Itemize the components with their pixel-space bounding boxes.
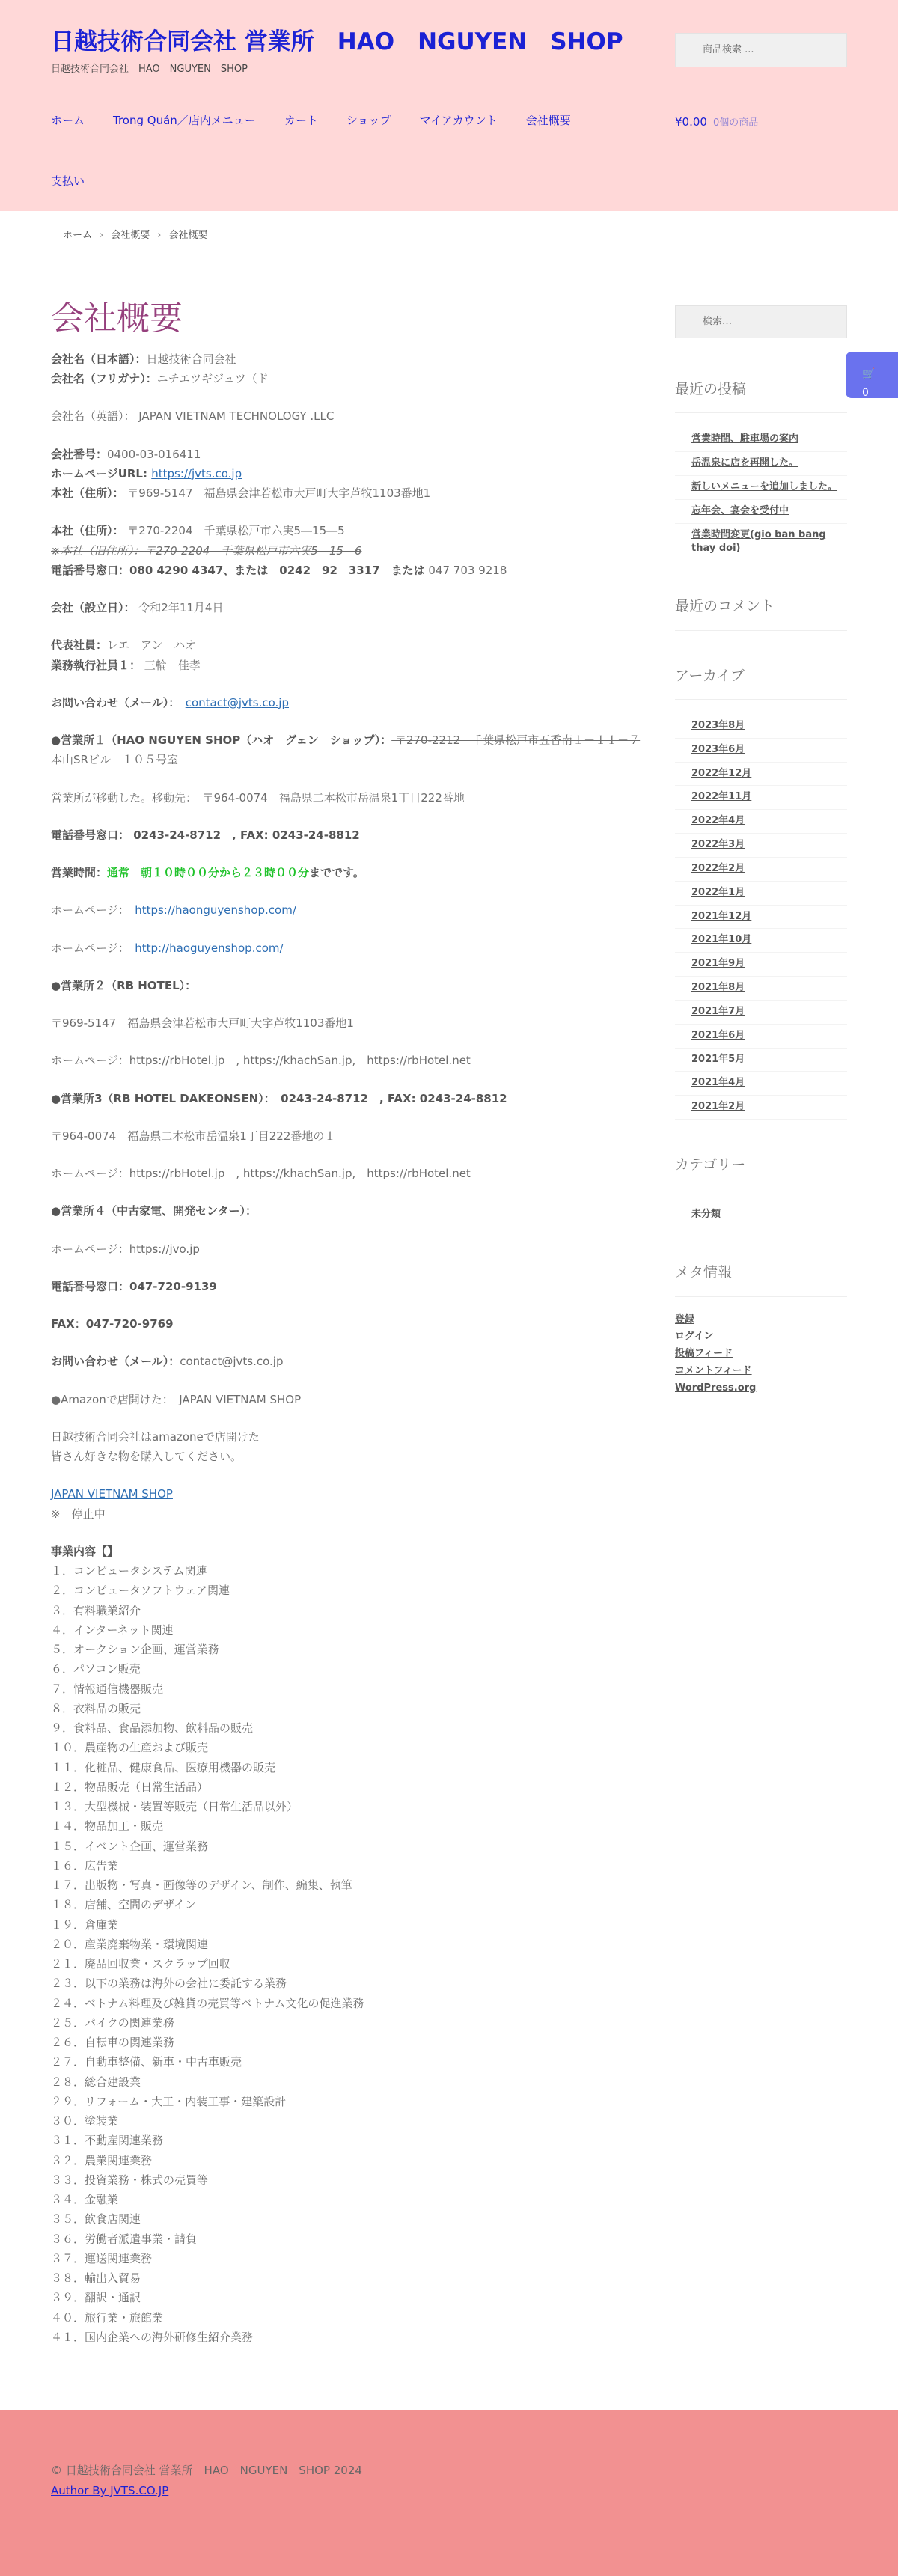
meta-item <box>675 1346 847 1363</box>
company-info: 会社番号：0400-03-016411 ホームページURL: https://jvts.co.jp 本社（住所）： 〒969-5147 福島県会津若松市大戸町大字芦牧1103番地1 <box>51 447 431 501</box>
amazon-shop-link[interactable]: JAPAN VIETNAM SHOP <box>51 1487 173 1501</box>
archive-item <box>675 786 847 810</box>
meta-item <box>675 1328 847 1346</box>
office3-address: 〒964-0074 福島県二本松市岳温泉1丁目222番地の１ <box>51 1129 336 1143</box>
meta-widget <box>675 1260 847 1397</box>
homepage-1: ホームページ： https://haonguyenshop.com/ <box>51 903 296 918</box>
recent-posts-title: 最近の投稿 <box>675 377 847 413</box>
company-name-en: 会社名（英語）： JAPAN VIETNAM TECHNOLOGY .LLC <box>51 409 335 424</box>
floating-cart-button[interactable] <box>846 352 898 398</box>
site-footer <box>0 2410 898 2576</box>
sidebar-search-input[interactable]: 検索… <box>675 305 847 338</box>
business-item: ３４．金融業 <box>51 2193 119 2207</box>
business-item: ５．オークション企画、運営業務 <box>51 1643 219 1657</box>
homepage-2: ホームページ： http://haoguyenshop.com/ <box>51 941 284 955</box>
business-item: ３８．輸出入貿易 <box>51 2271 141 2286</box>
recent-post-item <box>675 428 847 452</box>
business-item: １１．化粧品、健康食品、医療用機器の販売 <box>51 1760 276 1774</box>
cart-icon: 🛒 <box>862 368 876 380</box>
site-title[interactable]: 日越技術合同会社 営業所 HAO NGUYEN SHOP <box>51 28 623 55</box>
office4-homepage: ホームページ：https://jvo.jp <box>51 1242 200 1256</box>
archive-item <box>675 1001 847 1025</box>
archive-item <box>675 1049 847 1072</box>
meta-item-link[interactable]: 登録 <box>675 1313 695 1325</box>
contact: お問い合わせ（メール）： contact@jvts.co.jp <box>51 695 289 709</box>
recent-post-item <box>675 476 847 500</box>
meta-item-link[interactable]: 投稿フィード <box>675 1348 733 1360</box>
office2: ●営業所２（RB HOTEL）： <box>51 978 197 992</box>
archive-item-link[interactable]: 2021年4月 <box>691 1077 745 1089</box>
old-address: 本社（住所）： 〒270-2204 千葉県松戸市六実5―15―5 ※本社（旧住所）：〒270-2204 千葉県松戸市六実5―15―6 電話番号窓口：080 4290 4347、または 0242 92 3317 または 047 703 9218 <box>51 524 507 577</box>
office3: ●営業所3（RB HOTEL DAKEONSEN）： 0243-24-8712 , FAX: 0243-24-8812 <box>51 1091 507 1105</box>
archive-item-link[interactable]: 2022年11月 <box>691 791 752 803</box>
business-item: ２１．廃品回収業・スクラップ回収 <box>51 1957 230 1971</box>
archive-item-link[interactable]: 2022年2月 <box>691 862 745 874</box>
business-item: ９．食料品、食品添加物、飲料品の販売 <box>51 1721 254 1736</box>
archive-item-link[interactable]: 2023年8月 <box>691 719 745 731</box>
business-item: ２９．リフォーム・大工・内装工事・建築設計 <box>51 2094 287 2108</box>
business-item: ３１．不動産関連業務 <box>51 2134 164 2148</box>
business-list <box>51 1542 642 2347</box>
business-item: ７．情報通信機器販売 <box>51 1682 164 1696</box>
archives-title: アーカイブ <box>675 664 847 700</box>
business-item: ２７．自動車整備、新車・中古車販売 <box>51 2055 242 2069</box>
business-item: ４０．旅行業・旅館業 <box>51 2310 164 2325</box>
archive-item <box>675 810 847 834</box>
office2-address: 〒969-5147 福島県会津若松市大戸町大字芦牧1103番地1 <box>51 1016 354 1031</box>
nav-my-account[interactable]: マイアカウント <box>419 114 498 127</box>
nav-payment[interactable]: 支払い <box>51 174 85 188</box>
archive-item <box>675 1072 847 1096</box>
office3-homepage: ホームページ：https://rbHotel.jp , https://khachSan.jp, https://rbHotel.net <box>51 1167 471 1181</box>
archive-item <box>675 1096 847 1120</box>
business-item: １５．イベント企画、運営業務 <box>51 1839 209 1853</box>
breadcrumb-current: 会社概要 <box>168 230 208 241</box>
amazon-desc: 日越技術合同会社はamazoneで店開けた 皆さん好きな物を購入してください。 <box>51 1429 260 1464</box>
business-title: 事業内容【】 <box>51 1544 119 1558</box>
archive-item <box>675 834 847 858</box>
business-item: １９．倉庫業 <box>51 1917 119 1932</box>
meta-item-link[interactable]: ログイン <box>675 1331 714 1343</box>
archives-widget <box>675 664 847 1120</box>
archive-item <box>675 858 847 882</box>
business-item: １７．出版物・写真・画像等のデザイン、制作、編集、執筆 <box>51 1878 352 1893</box>
business-item: ３３．投資業務・株式の売買等 <box>51 2173 209 2187</box>
meta-item-link[interactable]: コメントフィード <box>675 1365 752 1377</box>
business-item: ４．インターネット関連 <box>51 1623 174 1637</box>
archive-item-link[interactable]: 2023年6月 <box>691 743 745 755</box>
cart-total: ¥0.00 <box>675 115 707 129</box>
archive-item-link[interactable]: 2021年5月 <box>691 1053 745 1065</box>
main-content <box>51 299 642 2347</box>
meta-title: メタ情報 <box>675 1260 847 1296</box>
recent-post-item-link[interactable]: 営業時間変更(gio ban bang thay doi) <box>691 528 826 555</box>
site-description: 日越技術合同会社 HAO NGUYEN SHOP <box>51 64 248 75</box>
meta-item <box>675 1363 847 1380</box>
sidebar <box>675 305 847 1430</box>
business-item: １４．物品加工・販売 <box>51 1819 164 1834</box>
business-item: ２５．バイクの関連業務 <box>51 2015 174 2030</box>
page-title: 会社概要 <box>51 299 183 338</box>
business-item: ３９．翻訳・通訳 <box>51 2291 141 2305</box>
recent-post-item-link[interactable]: 営業時間、駐車場の案内 <box>691 433 799 445</box>
office1-moved: 営業所が移動した。移動先： 〒964-0074 福島県二本松市岳温泉1丁目222番地 <box>51 790 465 805</box>
homepage-link-1[interactable]: https://haonguyenshop.com/ <box>135 903 296 918</box>
archive-item <box>675 763 847 787</box>
business-item: １．コンピュータシステム関連 <box>51 1564 207 1578</box>
breadcrumb-company[interactable]: 会社概要 <box>111 230 150 241</box>
business-item: ６．パソコン販売 <box>51 1662 141 1676</box>
archive-item-link[interactable]: 2021年10月 <box>691 934 752 946</box>
archive-item <box>675 929 847 953</box>
amazon-link-block: JAPAN VIETNAM SHOP ※ 停止中 <box>51 1487 173 1521</box>
archive-item-link[interactable]: 2021年8月 <box>691 982 745 994</box>
archive-item <box>675 906 847 930</box>
product-search-input[interactable]: 商品検索 ... <box>675 33 847 67</box>
categories-widget <box>675 1153 847 1227</box>
nav-shop[interactable]: ショップ <box>346 114 391 127</box>
cart-count: 0個の商品 <box>712 117 759 129</box>
meta-item <box>675 1380 847 1397</box>
nav-home[interactable]: ホーム <box>51 114 85 127</box>
archive-item <box>675 953 847 977</box>
recent-posts-widget <box>675 377 847 561</box>
recent-post-item <box>675 524 847 562</box>
category-item-link[interactable]: 未分類 <box>691 1209 721 1221</box>
founded: 会社（設立日）： 令和2年11月4日 <box>51 601 224 615</box>
representatives: 代表社員：レエ アン ハオ 業務執行社員１： 三輪 佳孝 <box>51 638 201 672</box>
business-item: ４１．国内企業への海外研修生紹介業務 <box>51 2330 254 2344</box>
business-item: ３６．労働者派遣事業・請負 <box>51 2232 198 2246</box>
business-item: １０．農産物の生産および販売 <box>51 1741 209 1755</box>
breadcrumb-home[interactable]: ホーム <box>63 230 93 241</box>
business-hours: 営業時間：通常 朝１０時００分から２３時００分までです。 <box>51 866 364 880</box>
business-item: １８．店舗、空間のデザイン <box>51 1898 196 1912</box>
recent-post-item-link[interactable]: 忘年会、宴会を受付中 <box>691 504 789 516</box>
nav-cart[interactable]: カート <box>284 114 318 127</box>
company-url-link[interactable]: https://jvts.co.jp <box>151 466 242 480</box>
archive-item <box>675 715 847 739</box>
header-cart[interactable] <box>675 112 758 132</box>
business-item: ３．有料職業紹介 <box>51 1603 141 1617</box>
business-item: １３．大型機械・装置等販売（日常生活品以外） <box>51 1800 299 1814</box>
floating-cart-count: 0 <box>862 386 869 399</box>
business-item: ３２．農業関連業務 <box>51 2153 153 2167</box>
recent-post-item-link[interactable]: 新しいメニューを追加しました。 <box>691 480 838 492</box>
business-item: １２．物品販売（日常生活品） <box>51 1780 209 1794</box>
business-item: ２８．総合建設業 <box>51 2075 141 2089</box>
business-item: ３７．運送関連業務 <box>51 2251 153 2265</box>
archive-item-link[interactable]: 2021年9月 <box>691 958 745 970</box>
archive-item-link[interactable]: 2022年1月 <box>691 886 745 898</box>
category-item <box>675 1203 847 1227</box>
business-item: ３０．塗装業 <box>51 2114 119 2128</box>
archive-item-link[interactable]: 2022年3月 <box>691 839 745 851</box>
office1: ●営業所１（HAO NGUYEN SHOP（ハオ グェン ショップ）： 〒270-2212 千葉県松戸市五香南１－１１－７本山SRビル １０５号室 <box>51 733 641 767</box>
recent-comments-widget <box>675 594 847 630</box>
nav-company[interactable]: 会社概要 <box>525 114 571 127</box>
business-item: ８．衣料品の販売 <box>51 1701 141 1715</box>
recent-post-item-link[interactable]: 岳温泉に店を再開した。 <box>691 457 799 469</box>
office4-phone: 電話番号窓口：047-720-9139 <box>51 1279 217 1293</box>
footer-copyright: © 日越技術合同会社 営業所 HAO NGUYEN SHOP 2024 <box>51 2464 362 2477</box>
office4-fax: FAX：047-720-9769 <box>51 1317 174 1331</box>
office4: ●営業所４（中古家電、開発センター）： <box>51 1204 257 1218</box>
archive-item <box>675 1025 847 1049</box>
site-header <box>0 0 898 211</box>
business-item: ２４．ベトナム料理及び雑貨の売買等ベトナム文化の促進業務 <box>51 1996 364 2010</box>
office1-phone: 電話番号窓口： 0243-24-8712 , FAX: 0243-24-8812 <box>51 828 360 842</box>
office2-homepage: ホームページ：https://rbHotel.jp , https://khachSan.jp, https://rbHotel.net <box>51 1054 471 1068</box>
recent-post-item <box>675 452 847 476</box>
nav-menu[interactable]: Trong Quán／店内メニュー <box>113 114 256 127</box>
business-item: ２６．自転車の関連業務 <box>51 2036 175 2050</box>
recent-comments-title: 最近のコメント <box>675 594 847 630</box>
business-item: ２３．以下の業務は海外の会社に委託する業務 <box>51 1977 287 1991</box>
contact-email-link[interactable]: contact@jvts.co.jp <box>185 695 289 709</box>
archive-item <box>675 977 847 1001</box>
archive-item <box>675 739 847 763</box>
homepage-link-2[interactable]: http://haoguyenshop.com/ <box>135 941 284 955</box>
business-item: ２０．産業廃棄物業・環境関連 <box>51 1937 209 1951</box>
archive-item-link[interactable]: 2021年6月 <box>691 1029 745 1041</box>
recent-post-item <box>675 500 847 524</box>
footer-author-link[interactable]: Author By JVTS.CO.JP <box>51 2484 169 2497</box>
business-item: １６．広告業 <box>51 1858 119 1873</box>
business-item: ３５．飲食店関連 <box>51 2212 141 2226</box>
archive-item-link[interactable]: 2021年7月 <box>691 1005 745 1017</box>
office4-contact: お問い合わせ（メール）：contact@jvts.co.jp <box>51 1355 284 1369</box>
primary-nav <box>51 111 571 130</box>
amazon-shop: ●Amazonで店開けた： JAPAN VIETNAM SHOP <box>51 1392 302 1406</box>
archive-item-link[interactable]: 2022年12月 <box>691 767 752 779</box>
archive-item-link[interactable]: 2021年12月 <box>691 910 752 922</box>
meta-item-link[interactable]: WordPress.org <box>675 1382 757 1394</box>
archive-item-link[interactable]: 2021年2月 <box>691 1101 745 1113</box>
company-names: 会社名（日本語）：日越技術合同会社 会社名（フリガナ）：ニチエツギジュツ（ド <box>51 352 269 386</box>
categories-title: カテゴリー <box>675 1153 847 1188</box>
business-item: ２．コンピュータソフトウェア関連 <box>51 1584 230 1598</box>
breadcrumb: ホーム › 会社概要 › 会社概要 <box>63 230 208 241</box>
meta-item <box>675 1312 847 1329</box>
archive-item-link[interactable]: 2022年4月 <box>691 815 745 827</box>
archive-item <box>675 882 847 906</box>
